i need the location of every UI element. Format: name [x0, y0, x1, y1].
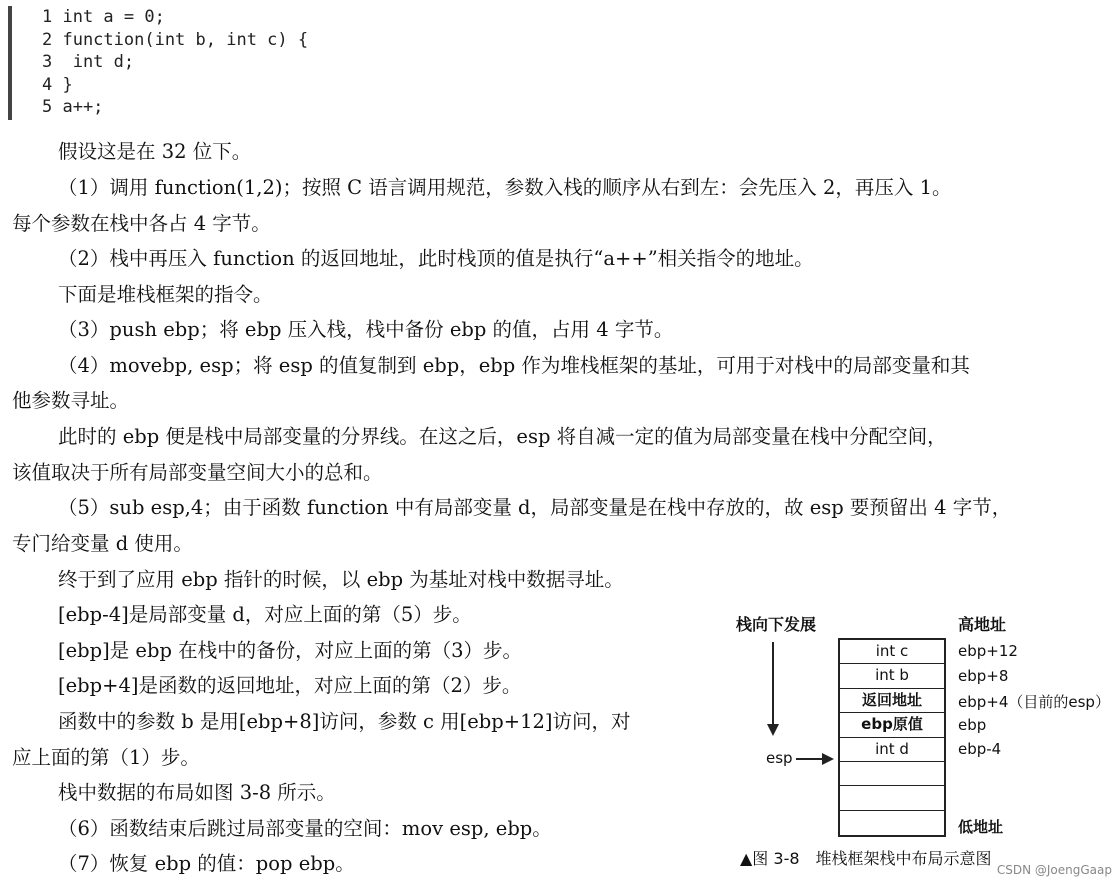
paragraph: 专门给变量 d 使用。	[12, 532, 193, 555]
arrow-right-icon	[796, 758, 824, 760]
paragraph: 终于到了应用 ebp 指针的时候，以 ebp 为基址对栈中数据寻址。	[58, 568, 624, 591]
paragraph: 应上面的第（1）步。	[12, 746, 200, 769]
paragraph: 假设这是在 32 位下。	[58, 140, 252, 163]
code-line: 3 int d;	[42, 52, 135, 72]
code-line: 5 a++;	[42, 97, 104, 117]
arrow-down-icon	[772, 642, 774, 726]
stack-frame-figure	[732, 606, 1117, 881]
address-label: ebp+8	[958, 667, 1009, 685]
stack-cell: ebp原值	[840, 713, 944, 737]
address-label: ebp+12	[958, 642, 1018, 660]
paragraph: （7）恢复 ebp 的值：pop ebp。	[58, 852, 355, 875]
paragraph: [ebp-4]是局部变量 d，对应上面的第（5）步。	[58, 603, 472, 626]
stack-cell	[840, 811, 944, 835]
code-line: 4 }	[42, 74, 73, 95]
paragraph: 函数中的参数 b 是用[ebp+8]访问，参数 c 用[ebp+12]访问，对	[58, 710, 631, 733]
address-label: ebp	[958, 716, 987, 734]
stack-cell: int c	[840, 640, 944, 664]
high-address-label: 高地址	[958, 615, 1007, 634]
stack-diagram	[838, 638, 946, 837]
watermark: CSDN @JoengGaap	[996, 863, 1112, 877]
paragraph: （4）movebp, esp；将 esp 的值复制到 ebp，ebp 作为堆栈框架的基址，可用于对栈中的局部变量和其	[58, 354, 970, 377]
paragraph: 该值取决于所有局部变量空间大小的总和。	[12, 461, 383, 484]
stack-cell	[840, 762, 944, 786]
esp-label: esp	[766, 749, 793, 767]
paragraph: （5）sub esp,4；由于函数 function 中有局部变量 d，局部变量是在栈中存放的，故 esp 要预留出 4 字节，	[58, 496, 1012, 519]
paragraph: [ebp]是 ebp 在栈中的备份，对应上面的第（3）步。	[58, 639, 523, 662]
growth-label: 栈向下发展	[736, 615, 817, 634]
paragraph: 此时的 ebp 便是栈中局部变量的分界线。在这之后，esp 将自减一定的值为局部变量在栈中分配空间，	[58, 425, 947, 448]
paragraph: 下面是堆栈框架的指令。	[58, 283, 273, 306]
stack-cell	[840, 786, 944, 810]
paragraph: 栈中数据的布局如图 3-8 所示。	[58, 781, 336, 804]
stack-cell: int b	[840, 664, 944, 688]
paragraph: [ebp+4]是函数的返回地址，对应上面的第（2）步。	[58, 674, 522, 697]
paragraph: 他参数寻址。	[12, 389, 130, 412]
stack-cell: int d	[840, 738, 944, 762]
low-address-label: 低地址	[958, 818, 1004, 836]
paragraph: （6）函数结束后跳过局部变量的空间：mov esp, ebp。	[58, 817, 552, 840]
stack-cell: 返回地址	[840, 689, 944, 713]
code-block	[8, 6, 428, 120]
code-line: 2 function(int b, int c) {	[42, 29, 309, 50]
address-label: ebp-4	[958, 740, 1002, 758]
figure-caption: ▲图 3-8 堆栈框架栈中布局示意图	[740, 849, 992, 868]
code-line: 1 int a = 0;	[42, 7, 165, 27]
paragraph: （1）调用 function(1,2)；按照 C 语言调用规范，参数入栈的顺序从右到左：会先压入 2，再压入 1。	[58, 176, 952, 199]
address-label: ebp+4（目前的esp）	[958, 693, 1110, 711]
paragraph: 每个参数在栈中各占 4 字节。	[12, 212, 271, 235]
paragraph: （2）栈中再压入 function 的返回地址，此时栈顶的值是执行“a++”相关指令的地址。	[58, 247, 814, 270]
paragraph: （3）push ebp；将 ebp 压入栈，栈中备份 ebp 的值，占用 4 字节。	[58, 318, 674, 341]
